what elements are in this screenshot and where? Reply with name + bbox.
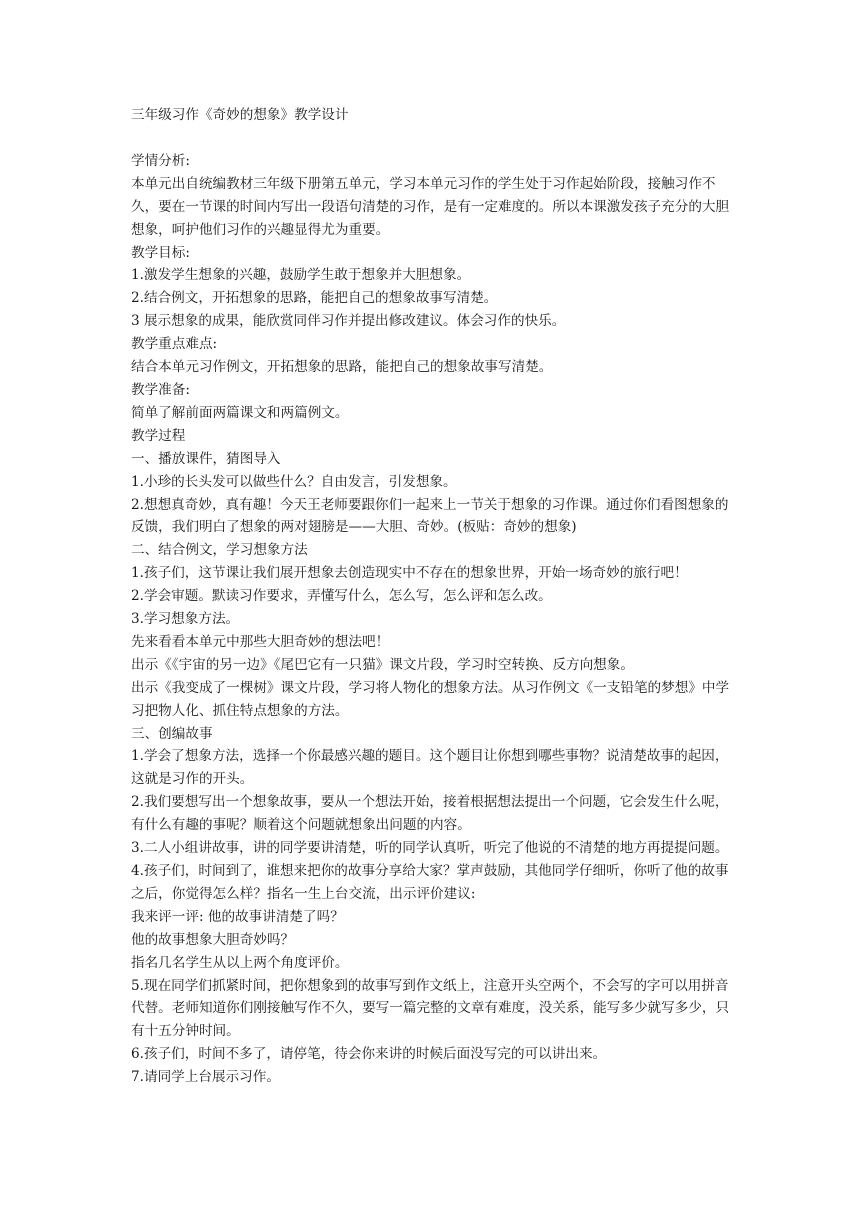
document-paragraph: 三、创编故事 <box>131 725 213 742</box>
document-paragraph: 1.小珍的长头发可以做些什么？自由发言，引发想象。 <box>131 473 457 490</box>
document-paragraph: 一、播放课件，猜图导入 <box>131 450 281 467</box>
document-paragraph: 结合本单元习作例文，开拓想象的思路，能把自己的想象故事写清楚。 <box>131 359 553 376</box>
document-paragraph: 1.学会了想象方法，选择一个你最感兴趣的题目。这个题目让你想到哪些事物？说清楚故事的起因，这就是习作的开头。 <box>131 748 729 788</box>
document-paragraph: 先来看看本单元中那些大胆奇妙的想法吧！ <box>131 633 390 650</box>
document-paragraph: 1.孩子们，这节课让我们展开想象去创造现实中不存在的想象世界，开始一场奇妙的旅行吧！ <box>131 565 688 582</box>
document-title: 三年级习作《奇妙的想象》教学设计 <box>131 107 349 123</box>
document-page <box>131 104 731 1089</box>
document-paragraph: 教学过程 <box>131 427 186 444</box>
document-paragraph: 2.想想真奇妙，真有趣！今天王老师要跟你们一起来上一节关于想象的习作课。通过你们看图想象的反馈，我们明白了想象的两对翅膀是——大胆、奇妙。(板贴：奇妙的想象) <box>131 496 729 536</box>
document-paragraph: 教学重点难点: <box>131 336 218 353</box>
document-paragraph: 2.学会审题。默读习作要求，弄懂写什么，怎么写，怎么评和怎么改。 <box>131 588 552 605</box>
document-paragraph: 出示《《宇宙的另一边》《尾巴它有一只猫》课文片段，学习时空转换、反方向想象。 <box>131 656 634 673</box>
document-paragraph: 2.结合例文，开拓想象的思路，能把自己的想象故事写清楚。 <box>131 290 498 307</box>
document-paragraph: 4.孩子们，时间到了，谁想来把你的故事分享给大家？掌声鼓励，其他同学仔细听，你听了他的故事之后，你觉得怎么样？指名一生上台交流，出示评价建议: <box>131 863 729 902</box>
document-paragraph: 2.我们要想写出一个想象故事，要从一个想法开始，接着根据想法提出一个问题，它会发生什么呢，有什么有趣的事呢？顺着这个问题就想象出问题的内容。 <box>131 794 729 834</box>
document-paragraph: 3.二人小组讲故事，讲的同学要讲清楚，听的同学认真听，听完了他说的不清楚的地方再提提问题。 <box>131 840 729 857</box>
document-paragraph: 3.学习想象方法。 <box>131 611 240 628</box>
document-paragraph: 指名几名学生从以上两个角度评价。 <box>131 954 349 971</box>
document-body <box>131 150 731 1089</box>
document-paragraph: 本单元出自统编教材三年级下册第五单元，学习本单元习作的学生处于习作起始阶段，接触习作不久，要在一节课的时间内写出一段语句清楚的习作，是有一定难度的。所以本课激发孩子充分的大胆想象，呵护他们习作的兴趣显得尤为重要。 <box>131 175 730 238</box>
document-paragraph: 3 展示想象的成果，能欣赏同伴习作并提出修改建议。体会习作的快乐。 <box>131 313 566 330</box>
document-paragraph: 1.激发学生想象的兴趣，鼓励学生敢于想象并大胆想象。 <box>131 267 471 284</box>
document-paragraph: 出示《我变成了一棵树》课文片段，学习将人物化的想象方法。从习作例文《一支铅笔的梦想》中学习把物人化、抓住特点想象的方法。 <box>131 679 730 719</box>
document-paragraph: 7.请同学上台展示习作。 <box>131 1069 280 1086</box>
document-paragraph: 简单了解前面两篇课文和两篇例文。 <box>131 404 349 421</box>
document-paragraph: 教学准备: <box>131 381 190 398</box>
document-paragraph: 教学目标: <box>131 244 190 261</box>
document-paragraph: 6.孩子们，时间不多了，请停笔，待会你来讲的时候后面没写完的可以讲出来。 <box>131 1046 607 1063</box>
document-paragraph: 5.现在同学们抓紧时间，把你想象到的故事写到作文纸上，注意开头空两个，不会写的字可以用拼音代替。老师知道你们刚接触写作不久，要写一篇完整的文章有难度，没关系，能写多少就写多少，只有十五分钟时间。 <box>131 977 730 1040</box>
document-paragraph: 他的故事想象大胆奇妙吗？ <box>131 931 295 948</box>
document-paragraph: 我来评一评: 他的故事讲清楚了吗？ <box>131 908 344 925</box>
document-paragraph: 学情分析: <box>131 152 190 169</box>
document-paragraph: 二、结合例文，学习想象方法 <box>131 542 308 559</box>
